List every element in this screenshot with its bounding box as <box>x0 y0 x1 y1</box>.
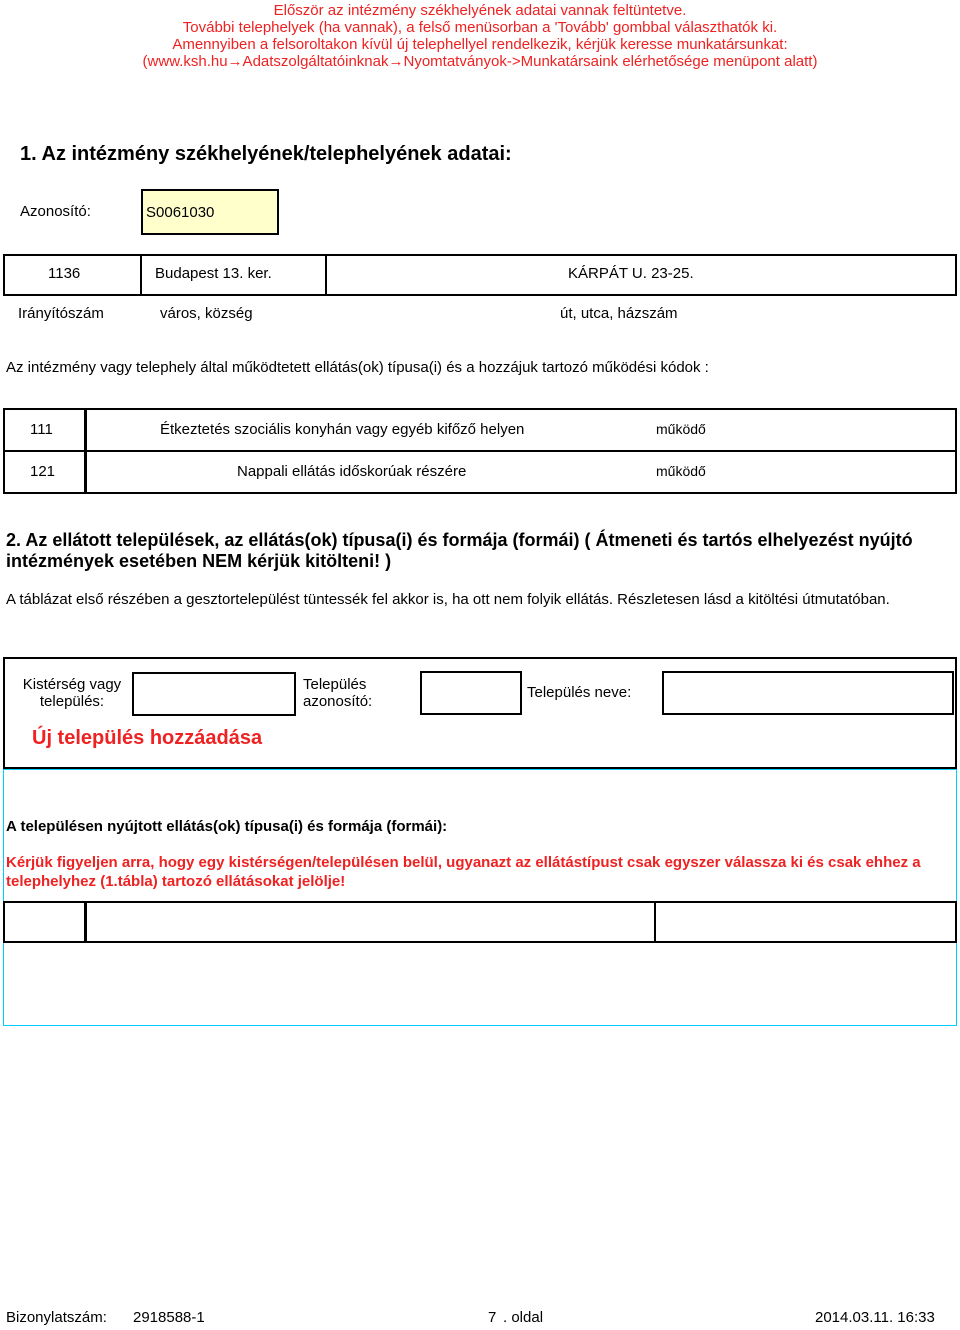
street-label: út, utca, házszám <box>560 305 678 322</box>
city-label: város, község <box>160 305 253 322</box>
nev-input[interactable] <box>662 671 954 715</box>
provided-col-divider-2 <box>654 902 656 942</box>
page-number: 7 <box>488 1309 497 1326</box>
service-status-1: működő <box>656 421 706 437</box>
azonosito-label <box>303 676 372 710</box>
kisterseg-label-line-1: Kistérség vagy <box>22 676 122 693</box>
provided-col-divider-1 <box>84 902 87 942</box>
doc-number-label: Bizonylatszám: <box>6 1309 107 1326</box>
section2-paragraph: A táblázat első részében a gesztortelepülést tüntessék fel akkor is, ha ott nem folyik ellátás. Részletesen lásd a kitöltési útmutatóban. <box>6 591 890 608</box>
warning-text: Kérjük figyeljen arra, hogy egy kistérségen/településen belül, ugyanazt az ellátástípust csak egyszer válassza ki és csak ehhez a telephelyhez (1.tábla) tartozó ellátásokat jelölje! <box>6 854 921 890</box>
street-value[interactable]: KÁRPÁT U. 23-25. <box>568 265 694 282</box>
notice-line-2: További telephelyek (ha vannak), a felső menüsorban a 'Tovább' gombbal választhatók ki. <box>182 19 778 36</box>
services-intro: Az intézmény vagy telephely által működtetett ellátás(ok) típusa(i) és a hozzájuk tartozó működési kódok : <box>6 359 709 376</box>
id-field[interactable] <box>141 189 279 235</box>
provided-table <box>3 901 957 943</box>
zip-value[interactable]: 1136 <box>48 265 81 282</box>
kisterseg-label <box>12 676 132 710</box>
notice-line-4: (www.ksh.hu→Adatszolgáltatóinknak→Nyomtatványok->Munkatársaink elérhetősége menüpont alatt) <box>142 53 818 70</box>
service-code-2: 121 <box>30 463 56 480</box>
service-status-2: működő <box>656 463 706 479</box>
notice-line-3: Amennyiben a felsoroltakon kívül új telephellyel rendelkezik, kérjük keresse munkatársunkat: <box>172 36 788 53</box>
section2-title: 2. Az ellátott települések, az ellátás(ok) típusa(i) és formája (formái) ( Átmeneti és tartós elhelyezést nyújtó intézmények esetében NEM kérjük kitölteni! ) <box>6 530 913 571</box>
provided-services-frame <box>3 769 957 1026</box>
provided-title: A településen nyújtott ellátás(ok) típusa(i) és formája (formái): <box>6 818 448 835</box>
service-name-1: Étkeztetés szociális konyhán vagy egyéb kifőző helyen <box>160 421 525 438</box>
doc-number: 2918588-1 <box>133 1309 205 1326</box>
address-divider-2 <box>325 255 327 295</box>
page-suffix: . oldal <box>503 1309 544 1326</box>
address-divider-1 <box>140 255 142 295</box>
add-settlement-link[interactable]: Új település hozzáadása <box>32 727 263 749</box>
zip-label: Irányítószám <box>18 305 104 322</box>
timestamp: 2014.03.11. 16:33 <box>815 1309 935 1326</box>
nev-label: Település neve: <box>527 684 632 701</box>
service-name-2: Nappali ellátás időskorúak részére <box>237 463 467 480</box>
city-value[interactable]: Budapest 13. ker. <box>155 265 272 282</box>
azonosito-input[interactable] <box>420 671 522 715</box>
id-label: Azonosító: <box>20 203 91 220</box>
id-value: S0061030 <box>146 204 215 221</box>
services-row-divider <box>4 450 956 452</box>
service-code-1: 111 <box>30 421 53 438</box>
kisterseg-input[interactable] <box>132 672 296 716</box>
azonosito-label-line-2: azonosító: <box>303 693 373 710</box>
section1-title: 1. Az intézmény székhelyének/telephelyének adatai: <box>20 143 512 165</box>
address-frame <box>3 254 957 296</box>
kisterseg-label-line-2: település: <box>39 693 105 710</box>
notice-line-1: Először az intézmény székhelyének adatai vannak feltüntetve. <box>273 2 687 19</box>
azonosito-label-line-1: Település <box>303 676 367 693</box>
